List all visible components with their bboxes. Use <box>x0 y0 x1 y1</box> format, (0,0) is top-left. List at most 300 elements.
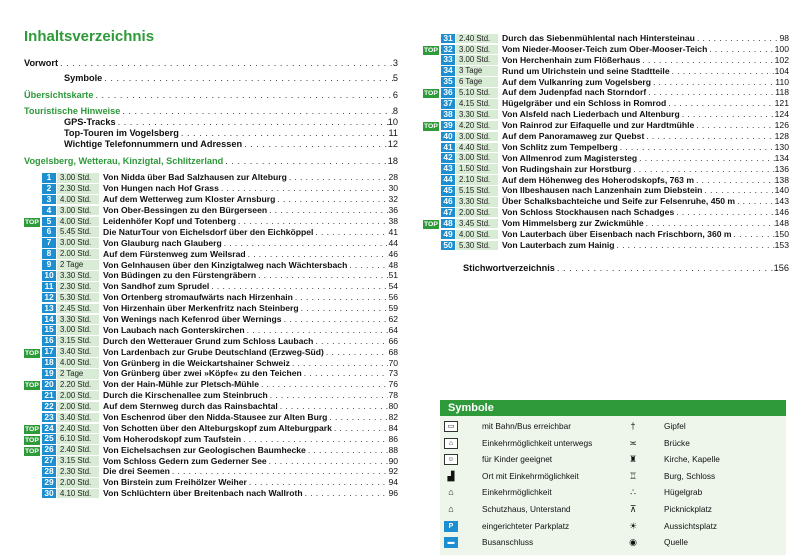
tour-duration: 2.10 Std. <box>456 175 498 185</box>
tour-row[interactable] <box>24 260 398 271</box>
tour-duration: 4.00 Std. <box>57 358 99 368</box>
tour-duration: 2.40 Std. <box>57 445 99 455</box>
legend-label: Kirche, Kapelle <box>664 454 720 465</box>
tour-title: Von Rainrod zur Eifaquelle und zur Hardtmühle <box>502 120 695 131</box>
tour-duration: 3.40 Std. <box>57 413 99 423</box>
toc-entry-page: 18 <box>387 155 398 166</box>
tour-page: 102 <box>774 54 789 65</box>
tour-number: 10 <box>42 271 56 281</box>
tour-page: 54 <box>388 281 398 292</box>
leader-dots <box>241 434 388 445</box>
picnic-icon: ⊼ <box>629 504 637 514</box>
tour-page: 90 <box>388 455 398 466</box>
tour-page: 140 <box>774 185 789 196</box>
tour-row[interactable] <box>24 401 398 412</box>
leader-dots <box>680 109 775 120</box>
tour-duration: 3.00 Std. <box>456 132 498 142</box>
leader-dots <box>646 87 775 98</box>
town-icon: ▟ <box>447 470 455 481</box>
tour-page: 73 <box>388 368 398 379</box>
tour-title: Auf dem Fürstenweg zum Weilsrad <box>103 248 246 259</box>
tour-duration: 3.00 Std. <box>456 45 498 55</box>
leader-dots <box>222 238 389 249</box>
tour-row[interactable] <box>423 218 789 229</box>
legend-item <box>444 437 592 450</box>
tour-number: 20 <box>42 380 56 390</box>
tour-row[interactable] <box>423 240 789 251</box>
tour-row[interactable] <box>24 466 398 477</box>
tour-page: 56 <box>388 292 398 303</box>
tour-duration: 2.30 Std. <box>57 467 99 477</box>
tour-row[interactable] <box>24 379 398 390</box>
tour-number: 21 <box>42 391 56 401</box>
tour-page: 82 <box>388 411 398 422</box>
symbol-legend <box>440 400 786 555</box>
tour-row[interactable] <box>24 194 398 205</box>
leader-dots <box>651 77 775 88</box>
tour-number: 34 <box>441 66 455 76</box>
tour-row[interactable] <box>24 270 398 281</box>
tour-page: 118 <box>775 87 789 98</box>
tour-number: 48 <box>441 219 455 229</box>
toc-right-column <box>423 33 789 274</box>
tour-number: 9 <box>42 260 56 270</box>
tour-title: Die drei Seemen <box>103 466 170 477</box>
tour-row[interactable] <box>24 292 398 303</box>
tour-duration: 2 Tage <box>57 260 99 270</box>
tour-number: 43 <box>441 164 455 174</box>
toc-entry-page: 5 <box>392 72 398 83</box>
tour-number: 33 <box>441 55 455 65</box>
tour-number: 3 <box>42 195 56 205</box>
leader-dots <box>555 263 774 274</box>
family-icon: ☺ <box>444 454 458 465</box>
tour-page: 134 <box>774 152 789 163</box>
tour-page: 46 <box>388 248 398 259</box>
toc-entry-page: 8 <box>392 106 398 117</box>
tour-page: 94 <box>388 477 398 488</box>
tour-number: 19 <box>42 369 56 379</box>
tour-number: 29 <box>42 478 56 488</box>
tour-row[interactable] <box>24 227 398 238</box>
tour-row[interactable] <box>24 456 398 467</box>
tour-row[interactable] <box>24 477 398 488</box>
tour-title: Von Lardenbach zur Grube Deutschland (Erzweg-Süd) <box>103 346 324 357</box>
legend-label: für Kinder geeignet <box>482 454 553 465</box>
toc-entry-label: Top-Touren im Vogelsberg <box>64 127 179 138</box>
tour-row[interactable] <box>423 131 789 142</box>
legend-label: eingerichteter Parkplatz <box>482 520 570 531</box>
legend-item <box>444 470 579 483</box>
tour-duration: 6 Tage <box>456 77 498 87</box>
tour-number: 35 <box>441 77 455 87</box>
tour-row[interactable] <box>24 303 398 314</box>
tour-duration: 2.00 Std. <box>57 391 99 401</box>
toc-entry[interactable] <box>24 156 398 167</box>
toc-entry-label: GPS-Tracks <box>64 117 116 128</box>
toc-entry[interactable] <box>24 106 398 117</box>
legend-item <box>444 520 569 533</box>
tour-number: 11 <box>42 282 56 292</box>
tour-page: 41 <box>388 226 398 237</box>
toc-entry[interactable] <box>24 90 398 101</box>
tour-row[interactable] <box>24 336 398 347</box>
tour-page: 153 <box>774 239 789 250</box>
tour-row[interactable] <box>24 368 398 379</box>
shelter-icon: ⌂ <box>448 504 454 514</box>
tour-title: Durch das Siebenmühlental nach Hintersteinau <box>502 33 695 43</box>
tour-title: Hügelgräber und ein Schloss in Romrod <box>502 98 667 109</box>
tour-duration: 4.00 Std. <box>57 195 99 205</box>
legend-item <box>444 420 571 433</box>
tour-number: 16 <box>42 336 56 346</box>
tour-title: Von Allmenrod zum Magistersteg <box>502 152 638 163</box>
top-badge: TOP <box>25 436 39 444</box>
legend-item <box>444 536 533 549</box>
tour-duration: 2.20 Std. <box>57 380 99 390</box>
tour-title: Von Grünberg über zwei »Köpfe« zu den Teichen <box>103 368 302 379</box>
legend-label: Ort mit Einkehrmöglichkeit <box>482 470 579 481</box>
tour-row[interactable] <box>423 77 789 88</box>
tour-page: 136 <box>774 163 789 174</box>
leader-dots <box>287 172 389 183</box>
tour-title: Auf dem Judenpfad nach Storndorf <box>502 87 647 98</box>
tour-row[interactable] <box>423 229 789 240</box>
tour-row[interactable] <box>24 488 398 499</box>
leader-dots <box>179 128 389 139</box>
page-title: Inhaltsverzeichnis <box>24 28 155 45</box>
legend-label: Gipfel <box>664 421 686 431</box>
tour-row[interactable] <box>423 185 789 196</box>
tour-page: 59 <box>388 303 398 314</box>
tour-duration: 3.00 Std. <box>57 325 99 335</box>
leader-dots <box>245 325 389 336</box>
leader-dots <box>256 270 388 281</box>
tour-page: 62 <box>388 313 398 324</box>
toc-entry[interactable] <box>24 128 398 139</box>
tour-page: 124 <box>774 109 789 120</box>
tour-duration: 3.00 Std. <box>57 173 99 183</box>
tour-row[interactable] <box>24 183 398 194</box>
tour-number: 22 <box>42 402 56 412</box>
legend-label: Burg, Schloss <box>664 470 716 481</box>
tour-page: 66 <box>388 335 398 346</box>
legend-item <box>444 486 552 499</box>
tour-title: Auf dem Sternweg durch das Rainsbachtal <box>103 401 278 412</box>
tour-row[interactable] <box>423 164 789 175</box>
top-badge: TOP <box>25 349 39 357</box>
tour-title: Auf dem Wetterweg zum Kloster Arnsburg <box>103 194 276 205</box>
toc-entry-page: 11 <box>388 127 398 138</box>
tour-number: 49 <box>441 230 455 240</box>
legend-item <box>626 437 690 450</box>
tour-duration: 3.15 Std. <box>57 336 99 346</box>
church-icon: ♜ <box>628 454 638 465</box>
barrow-icon: ∴ <box>630 487 636 498</box>
tour-duration: 3.00 Std. <box>57 238 99 248</box>
tour-duration: 2.30 Std. <box>57 184 99 194</box>
legend-item <box>626 453 720 466</box>
leader-dots <box>259 379 388 390</box>
tour-row[interactable] <box>24 281 398 292</box>
leader-dots <box>306 445 389 456</box>
tour-row[interactable] <box>24 172 398 183</box>
tour-number: 2 <box>42 184 56 194</box>
tour-row[interactable] <box>24 347 398 358</box>
leader-dots <box>674 207 774 218</box>
tour-page: 143 <box>774 196 789 207</box>
leader-dots <box>637 153 775 164</box>
top-badge-slot <box>423 44 441 55</box>
tour-page: 38 <box>388 215 398 226</box>
tour-title: Von Büdingen zu den Fürstengräbern <box>103 270 257 281</box>
tour-row[interactable] <box>423 109 789 120</box>
tour-page: 44 <box>388 237 398 248</box>
leader-dots <box>116 117 388 128</box>
leader-dots <box>618 142 775 153</box>
tour-title: Von Ortenberg stromaufwärts nach Hirzenhain <box>103 292 293 303</box>
legend-label: Hügelgrab <box>664 487 703 498</box>
tour-title: Von Alsfeld nach Liederbach und Altenburg <box>502 109 680 120</box>
leader-dots <box>707 44 774 55</box>
tour-duration: 3.30 Std. <box>57 315 99 325</box>
tour-row[interactable] <box>423 55 789 66</box>
tour-duration: 3.30 Std. <box>57 271 99 281</box>
tour-row[interactable] <box>423 153 789 164</box>
tour-number: 37 <box>441 99 455 109</box>
toc-entry-label: Wichtige Telefonnummern und Adressen <box>64 138 243 149</box>
toc-left-column <box>24 58 398 499</box>
top-badge: TOP <box>424 46 438 54</box>
tour-duration: 4.15 Std. <box>456 99 498 109</box>
tour-duration: 4.10 Std. <box>57 489 99 499</box>
legend-item <box>626 486 702 499</box>
tour-duration: 4.00 Std. <box>456 230 498 240</box>
leader-dots <box>694 175 775 186</box>
tour-duration: 4.40 Std. <box>456 143 498 153</box>
tour-number: 26 <box>42 445 56 455</box>
tour-number: 17 <box>42 347 56 357</box>
tour-row[interactable] <box>423 120 789 131</box>
tour-row[interactable] <box>24 216 398 227</box>
toc-entry-page: 10 <box>387 117 398 128</box>
tour-number: 47 <box>441 208 455 218</box>
tour-number: 38 <box>441 110 455 120</box>
toc-entry[interactable] <box>24 117 398 128</box>
tour-row[interactable] <box>423 87 789 98</box>
tour-page: 148 <box>774 218 789 229</box>
tour-duration: 2.40 Std. <box>456 34 498 44</box>
tour-title: Von Lauterbach zum Hainig <box>502 239 615 250</box>
top-badge-slot <box>24 423 42 434</box>
tour-page: 70 <box>388 357 398 368</box>
bridge-icon: ≍ <box>629 437 637 448</box>
tour-duration: 4.20 Std. <box>456 121 498 131</box>
tour-row[interactable] <box>24 325 398 336</box>
tour-number: 36 <box>441 88 455 98</box>
tour-row[interactable] <box>423 196 789 207</box>
tour-number: 25 <box>42 434 56 444</box>
tour-number: 40 <box>441 132 455 142</box>
leader-dots <box>303 488 389 499</box>
tour-title: Von Hungen nach Hof Grass <box>103 183 219 194</box>
toc-entry[interactable] <box>24 58 398 69</box>
tour-row[interactable] <box>24 249 398 260</box>
tour-row[interactable] <box>423 33 789 44</box>
tour-duration: 2.00 Std. <box>456 208 498 218</box>
tour-page: 138 <box>774 174 789 185</box>
tour-page: 78 <box>388 390 398 401</box>
leader-dots <box>302 368 389 379</box>
tour-row[interactable] <box>24 238 398 249</box>
tour-number: 45 <box>441 186 455 196</box>
tour-page: 126 <box>774 120 789 131</box>
leader-dots <box>93 90 392 101</box>
tour-row[interactable] <box>24 445 398 456</box>
leader-dots <box>267 456 389 467</box>
tour-number: 44 <box>441 175 455 185</box>
leader-dots <box>666 98 774 109</box>
tour-page: 84 <box>388 422 398 433</box>
leader-dots <box>615 240 775 251</box>
summit-icon: † <box>630 421 636 431</box>
tour-row[interactable] <box>24 358 398 369</box>
viewpoint-icon: ☀ <box>628 520 638 531</box>
tour-row[interactable] <box>423 175 789 186</box>
top-badge-slot <box>24 379 42 390</box>
leader-dots <box>631 164 774 175</box>
tour-duration: 3.00 Std. <box>57 206 99 216</box>
tour-title: Auf dem Vulkanring zum Vogelsberg <box>502 76 651 87</box>
index-entry[interactable] <box>423 263 789 274</box>
toc-entry-page: 12 <box>387 138 398 149</box>
tour-title: Von Schloss Stockhausen nach Schadges <box>502 207 675 218</box>
toc-entry-label: Übersichtskarte <box>24 89 94 100</box>
tour-row[interactable] <box>423 66 789 77</box>
tour-number: 15 <box>42 325 56 335</box>
leader-dots <box>327 412 388 423</box>
tour-duration: 2 Tage <box>57 369 99 379</box>
top-badge: TOP <box>25 425 39 433</box>
tour-row[interactable] <box>24 412 398 423</box>
tour-number: 8 <box>42 249 56 259</box>
tour-number: 27 <box>42 456 56 466</box>
tour-list-left <box>24 172 398 499</box>
tour-list-right <box>423 33 789 251</box>
tour-page: 92 <box>388 466 398 477</box>
tour-row[interactable] <box>24 390 398 401</box>
tour-page: 146 <box>774 207 789 218</box>
leader-dots <box>275 194 388 205</box>
tour-page: 128 <box>774 131 789 142</box>
parking-icon: P <box>444 521 458 532</box>
leader-dots <box>347 260 388 271</box>
tour-number: 1 <box>42 173 56 183</box>
tour-duration: 2.30 Std. <box>57 282 99 292</box>
tour-duration: 5.30 Std. <box>456 241 498 251</box>
tour-title: Von Ober-Bessingen zu den Bürgerseen <box>103 205 268 216</box>
tour-number: 6 <box>42 227 56 237</box>
tour-row[interactable] <box>24 434 398 445</box>
legend-item <box>626 503 712 516</box>
tour-row[interactable] <box>423 207 789 218</box>
legend-label: Busanschluss <box>482 537 534 548</box>
leader-dots <box>267 205 388 216</box>
leader-dots <box>209 281 388 292</box>
toc-entry[interactable] <box>24 139 398 150</box>
tour-title: Von Ilbeshausen nach Lanzenhain zum Diebstein <box>502 185 703 196</box>
tour-title: Von Sandhof zum Sprudel <box>103 281 210 292</box>
tour-title: Auf dem Panoramaweg zur Quebst <box>502 131 645 142</box>
leader-dots <box>644 218 775 229</box>
tour-title: Vom Hoherodskopf zum Taufstein <box>103 433 242 444</box>
tour-page: 48 <box>388 259 398 270</box>
tour-page: 86 <box>388 433 398 444</box>
top-badge-slot <box>24 347 42 358</box>
tour-number: 4 <box>42 206 56 216</box>
tour-row[interactable] <box>24 423 398 434</box>
leader-dots <box>313 336 388 347</box>
tour-number: 32 <box>441 45 455 55</box>
tour-row[interactable] <box>423 98 789 109</box>
tour-number: 14 <box>42 315 56 325</box>
tour-duration: 2.40 Std. <box>57 424 99 434</box>
tour-duration: 5.10 Std. <box>456 88 498 98</box>
tour-title: Vom Schloss Gedern zum Gederner See <box>103 455 267 466</box>
toc-entry-label: Vogelsberg, Wetterau, Kinzigtal, Schlitzerland <box>24 155 224 166</box>
tour-number: 41 <box>441 143 455 153</box>
tour-duration: 3.15 Std. <box>57 456 99 466</box>
toc-entry[interactable] <box>24 73 398 84</box>
leader-dots <box>695 33 780 44</box>
tour-duration: 4.00 Std. <box>57 217 99 227</box>
tour-page: 110 <box>775 76 789 87</box>
legend-item <box>626 520 717 533</box>
tour-title: Von Eschenrod über den Nidda-Stausee zur Alten Burg <box>103 411 328 422</box>
tour-title: Von Nidda über Bad Salzhausen zur Alteburg <box>103 172 287 183</box>
top-badge-slot <box>24 434 42 445</box>
tour-title: Von Eichelsachsen zur Geologischen Baumhecke <box>103 444 306 455</box>
tour-title: Von Herchenhain zum Flößerhaus <box>502 54 641 65</box>
tour-number: 30 <box>42 489 56 499</box>
leader-dots <box>670 66 775 77</box>
tour-page: 76 <box>388 379 398 390</box>
top-badge: TOP <box>25 218 39 226</box>
top-badge: TOP <box>25 447 39 455</box>
tour-title: Über Schalksbachteiche und Seife zur Felsenruhe, 450 m <box>502 196 736 207</box>
tour-row[interactable] <box>24 205 398 216</box>
leader-dots <box>732 229 775 240</box>
leader-dots <box>644 131 774 142</box>
tour-page: 64 <box>388 324 398 335</box>
tour-number: 24 <box>42 424 56 434</box>
tour-duration: 3.30 Std. <box>456 110 498 120</box>
toc-entry-label: Vorwort <box>24 58 59 68</box>
tour-row[interactable] <box>423 142 789 153</box>
leader-dots <box>694 120 774 131</box>
legend-label: Brücke <box>664 437 690 448</box>
tour-duration: 5.30 Std. <box>57 293 99 303</box>
leader-dots <box>268 390 389 401</box>
tour-duration: 6.10 Std. <box>57 434 99 444</box>
tour-duration: 3.00 Std. <box>456 55 498 65</box>
tour-title: Durch die Kirschenallee zum Steinbruch <box>103 390 268 401</box>
tour-row[interactable] <box>423 44 789 55</box>
rest-icon: ⌂ <box>444 438 458 449</box>
tour-row[interactable] <box>24 314 398 325</box>
tour-title: Vom Nieder-Mooser-Teich zum Ober-Mooser-Teich <box>502 43 708 54</box>
tour-page: 80 <box>388 401 398 412</box>
